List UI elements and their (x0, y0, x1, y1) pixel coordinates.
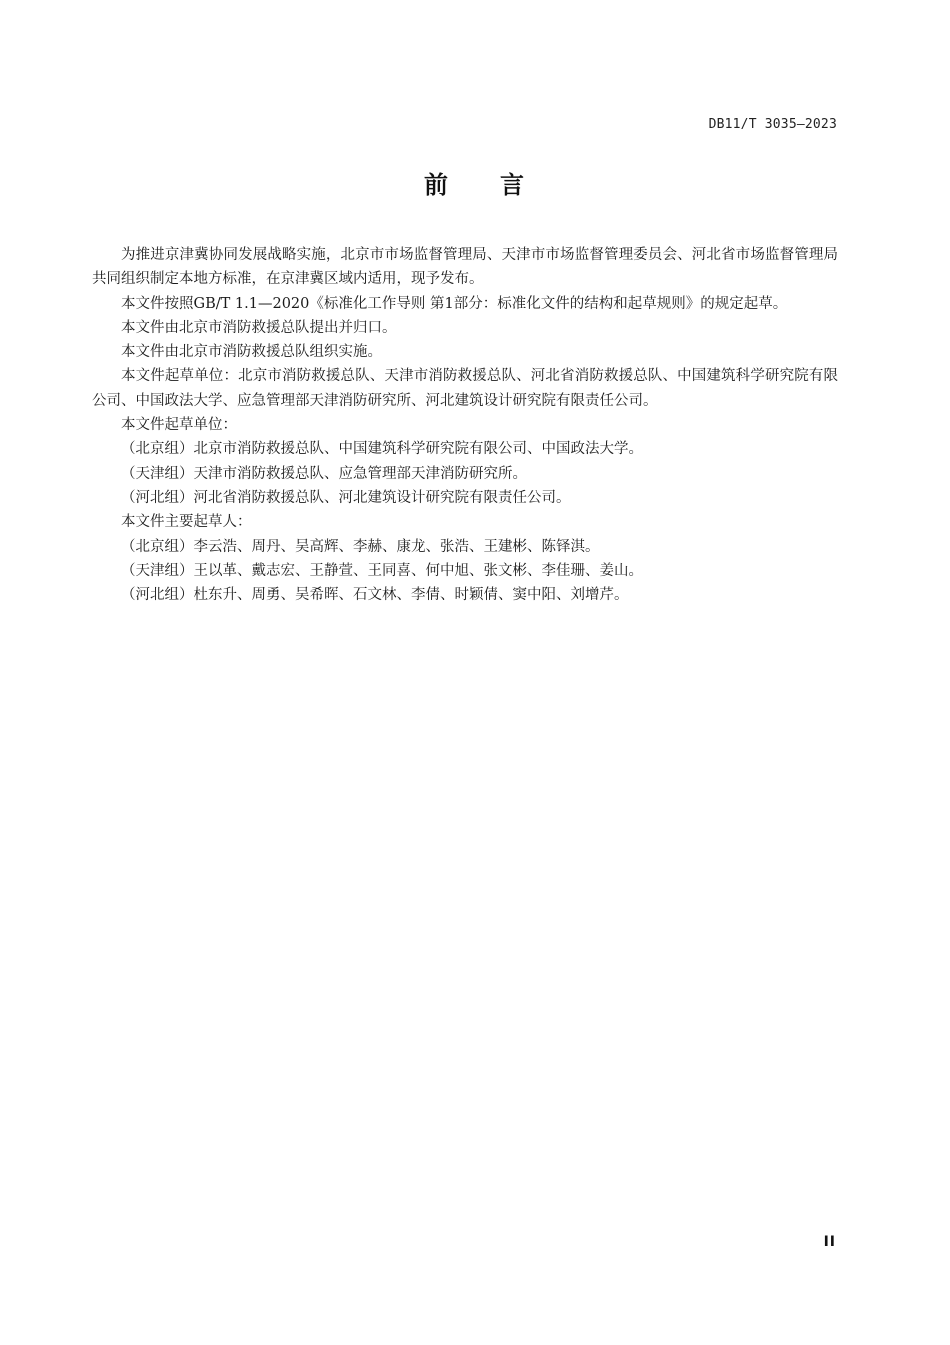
paragraph-implemented-by: 本文件由北京市消防救援总队组织实施。 (121, 344, 382, 361)
paragraph-tianjin-drafters: （天津组）王以革、戴志宏、王静萱、王同喜、何中旭、张文彬、李佳珊、姜山。 (121, 562, 643, 579)
title-char-1: 前 (424, 171, 450, 199)
paragraph-purpose: 为推进京津冀协同发展战略实施，北京市市场监督管理局、天津市市场监督管理委员会、河北省市场监督管理局共同组织制定本地方标准，在京津冀区域内适用，现予发布。 (92, 247, 838, 288)
page-number: II (823, 1234, 836, 1250)
page-title (0, 165, 950, 200)
paragraph-hebei-units: （河北组）河北省消防救援总队、河北建筑设计研究院有限责任公司。 (121, 489, 571, 506)
paragraph-proposed-by: 本文件由北京市消防救援总队提出并归口。 (121, 319, 397, 336)
paragraph-hebei-drafters: （河北组）杜东升、周勇、吴希晖、石文林、李倩、时颖倩、窦中阳、刘增芹。 (121, 587, 629, 604)
paragraph-drafting-units: 本文件起草单位：北京市消防救援总队、天津市消防救援总队、河北省消防救援总队、中国建筑科学研究院有限公司、中国政法大学、应急管理部天津消防研究所、河北建筑设计研究院有限责任公司。 (92, 368, 838, 409)
paragraph-drafting-units-heading: 本文件起草单位： (121, 417, 237, 434)
title-char-2: 言 (500, 171, 526, 199)
paragraph-tianjin-units: （天津组）天津市消防救援总队、应急管理部天津消防研究所。 (121, 465, 527, 482)
document-code: DB11/T 3035—2023 (708, 117, 837, 132)
paragraph-beijing-drafters: （北京组）李云浩、周丹、吴高辉、李赫、康龙、张浩、王建彬、陈铎淇。 (121, 538, 600, 555)
paragraph-drafters-heading: 本文件主要起草人： (121, 514, 252, 531)
foreword-body (92, 243, 838, 607)
paragraph-drafting-rules: 本文件按照GB/T 1.1—2020《标准化工作导则 第1部分：标准化文件的结构和起草规则》的规定起草。 (121, 295, 788, 312)
paragraph-beijing-units: （北京组）北京市消防救援总队、中国建筑科学研究院有限公司、中国政法大学。 (121, 441, 643, 458)
